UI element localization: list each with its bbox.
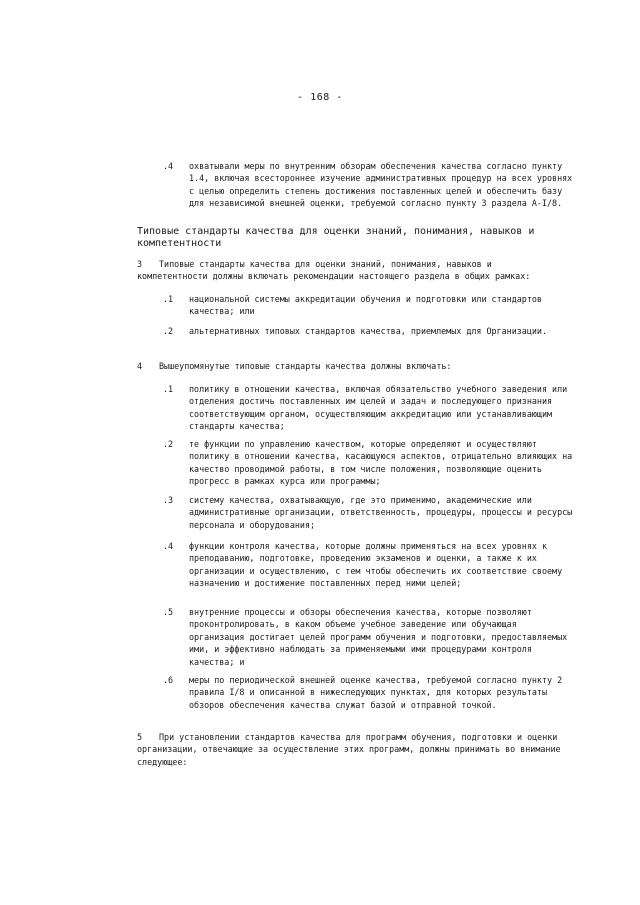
item-text: национальной системы аккредитации обучения и подготовки или стандартов качества; или — [189, 294, 542, 317]
item-text: те функции по управлению качеством, которые определяют и осуществляют политику в отношении качества, касающуюся аспектов, отрицательно влияющих на качество проводимой работы, в том числе положения, позволяющие оценить прогресс в рамках курса или программы; — [189, 439, 573, 487]
item-number: .4 — [163, 161, 174, 171]
section-heading: Типовые стандарты качества для оценки знаний, понимания, навыков и компетентности — [137, 226, 535, 249]
paragraph-4 — [137, 360, 567, 372]
item-text: систему качества, охватывающую, где это применимо, академические или административные организации, ответственность, процедуры, процессы и ресурсы персонала и оборудования; — [189, 495, 573, 530]
item-text: функции контроля качества, которые должны применяться на всех уровнях к преподаванию, подготовке, проведению экзаменов и оценки, а также к их организации и осуществлению, с тем чтобы обеспечить их соответствие своему назначению и достижение поставленных перед ними целей; — [189, 541, 563, 589]
item-number: .1 — [163, 384, 174, 394]
item-text: политику в отношении качества, включая обязательство учебного заведения или отделения достичь поставленных им целей и задач и последующего признания соответствующим органом, осуществляющим аккредитацию или устанавливающим стандарты качества; — [189, 384, 568, 432]
paragraph-text: Типовые стандарты качества для оценки знаний, понимания, навыков и компетентности должны включать рекомендации настоящего раздела в общих рамках: — [137, 259, 531, 282]
list-item — [163, 494, 573, 532]
item-text: охватывали меры по внутренним обзорам обеспечения качества согласно пункту 1.4, включая всестороннее изучение административных процедур на всех уровнях с целью определить степень достижения поставленных целей и обеспечить базу для независимой внешней оценки, требуемой согласно пункту 3 раздела A-I/8. — [189, 161, 573, 209]
item-number: .6 — [163, 675, 174, 685]
paragraph-number: 4 — [137, 361, 143, 371]
list-item — [163, 438, 573, 488]
item-number: .4 — [163, 541, 174, 551]
list-item — [163, 293, 573, 319]
list-item — [163, 606, 573, 668]
list-item — [163, 383, 573, 433]
list-item — [163, 540, 573, 590]
list-item — [163, 325, 573, 351]
item-text: внутренние процессы и обзоры обеспечения качества, которые позволяют проконтролировать, в каком объеме учебное заведение или обучающая организация достигает целей программ обучения и подготовки, предоставляемых ими, и эффективно наблюдать за применяемыми ими процедурами контроля качества; и — [189, 607, 568, 667]
paragraph-text: При установлении стандартов качества для программ обучения, подготовки и оценки организации, отвечающие за осуществление этих программ, должны принимать во внимание следующее: — [137, 732, 561, 767]
item-number: .2 — [163, 439, 174, 449]
page-number: - 168 - — [297, 92, 343, 103]
item-text: меры по периодической внешней оценке качества, требуемой согласно пункту 2 правила I/8 и описанной в нижеследующих пунктах, для которых результаты обзоров обеспечения качества служат базой и отправной точкой. — [189, 675, 563, 710]
item-text: альтернативных типовых стандартов качества, приемлемых для Организации. — [189, 326, 547, 336]
paragraph-3 — [137, 258, 567, 283]
item-number: .2 — [163, 326, 174, 336]
list-item — [163, 674, 573, 724]
item-number: .3 — [163, 495, 174, 505]
paragraph-number: 5 — [137, 732, 143, 742]
paragraph-text: Вышеупомянутые типовые стандарты качества должны включать: — [159, 361, 452, 371]
paragraph-number: 3 — [137, 259, 143, 269]
list-item — [163, 160, 573, 222]
item-number: .1 — [163, 294, 174, 304]
paragraph-5 — [137, 731, 567, 768]
item-number: .5 — [163, 607, 174, 617]
